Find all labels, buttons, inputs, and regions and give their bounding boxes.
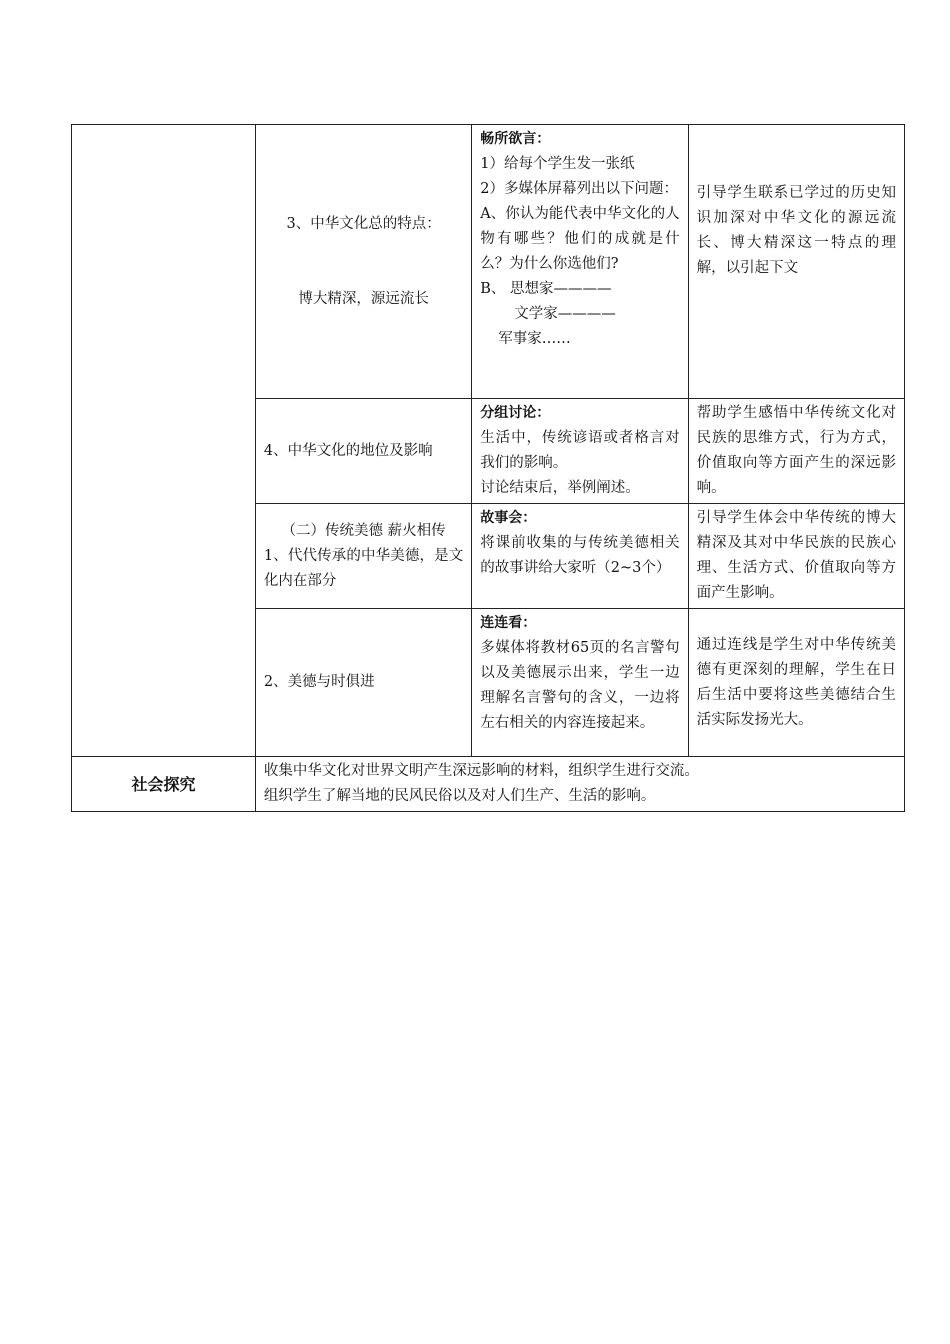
table-row — [72, 757, 905, 812]
social-inquiry-line: 组织学生了解当地的民风民俗以及对人们生产、生活的影响。 — [263, 788, 656, 804]
intent-text: 引导学生联系已学过的历史知识加深对中华文化的源远流长、博大精深这一特点的理解，以引起下文 — [696, 185, 896, 276]
social-inquiry-label: 社会探究 — [72, 757, 256, 812]
table-row — [72, 125, 905, 399]
spacer — [264, 237, 463, 287]
activity-line: 多媒体将教材65页的名言警句以及美德展示出来，学生一边理解名言警句的含义，一边将左右相关的内容连接起来。 — [480, 640, 680, 731]
intent-cell — [688, 125, 904, 399]
intent-cell — [688, 609, 904, 757]
activity-line: 文学家———— — [514, 306, 616, 322]
activity-line: A、你认为能代表中华文化的人物有哪些？他们的成就是什么？为什么你选他们? — [480, 206, 680, 272]
topic-cell — [255, 504, 471, 609]
activity-line: 2）多媒体屏幕列出以下问题： — [480, 181, 678, 197]
activity-title: 分组讨论： — [480, 405, 551, 421]
topic-line: 3、中华文化总的特点： — [286, 215, 441, 232]
topic-line: 1、代代传承的中华美德，是文化内在部分 — [263, 547, 464, 589]
social-inquiry-content — [255, 757, 904, 812]
intent-cell — [688, 399, 904, 504]
activity-title: 连连看： — [480, 615, 537, 631]
activity-line: 军事家…… — [498, 331, 571, 347]
intent-text: 引导学生体会中华传统的博大精深及其对中华民族的民族心理、生活方式、价值取向等方面产生影响。 — [696, 510, 896, 601]
intent-text: 帮助学生感悟中华传统文化对民族的思维方式，行为方式，价值取向等方面产生的深远影响。 — [696, 405, 896, 496]
activity-line: 将课前收集的与传统美德相关的故事讲给大家听（2~3个） — [480, 535, 680, 576]
activity-line: 1）给每个学生发一张纸 — [480, 156, 635, 172]
activity-cell — [472, 125, 688, 399]
activity-cell — [472, 609, 688, 757]
intent-text: 通过连线是学生对中华传统美德有更深刻的理解，学生在日后生活中要将这些美德结合生活实际发扬光大。 — [696, 636, 896, 728]
topic-line: （二）传统美德 薪火相传 — [281, 522, 446, 539]
topic-line: 4、中华文化的地位及影响 — [263, 442, 433, 459]
activity-line: 讨论结束后，举例阐述。 — [480, 480, 640, 496]
topic-cell — [255, 399, 471, 504]
topic-cell — [255, 609, 471, 757]
activity-line: 生活中，传统谚语或者格言对我们的影响。 — [480, 430, 680, 471]
activity-title: 故事会： — [480, 510, 537, 526]
topic-cell — [255, 125, 471, 399]
social-inquiry-line: 收集中华文化对世界文明产生深远影响的材料，组织学生进行交流。 — [263, 763, 699, 779]
topic-line: 博大精深，源远流长 — [298, 290, 429, 307]
activity-line: B、 思想家———— — [480, 281, 612, 297]
intent-cell — [688, 504, 904, 609]
empty-section-cell — [72, 125, 256, 757]
activity-cell — [472, 399, 688, 504]
activity-title: 畅所欲言： — [480, 131, 551, 147]
activity-cell — [472, 504, 688, 609]
lesson-plan-table — [71, 124, 905, 812]
topic-line: 2、美德与时俱进 — [263, 674, 375, 690]
